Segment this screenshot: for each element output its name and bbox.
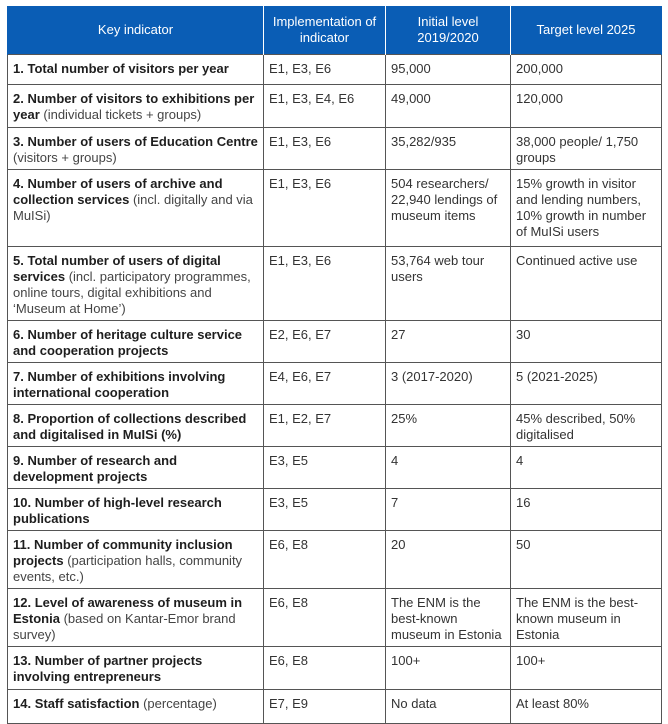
indicator-number: 8. bbox=[13, 411, 24, 426]
indicator-note: (participation halls, community events, etc.) bbox=[13, 553, 243, 584]
table-row bbox=[8, 128, 662, 170]
implementation-cell: E4, E6, E7 bbox=[264, 363, 386, 405]
table-row bbox=[8, 405, 662, 447]
indicator-cell bbox=[8, 128, 264, 170]
indicator-title: Number of research and development projects bbox=[13, 453, 178, 484]
table-row bbox=[8, 690, 662, 724]
indicator-number: 2. bbox=[13, 91, 24, 106]
indicator-number: 14. bbox=[13, 696, 32, 711]
initial-level-cell: 53,764 web tour users bbox=[386, 247, 511, 321]
implementation-cell: E1, E3, E6 bbox=[264, 247, 386, 321]
implementation-cell: E1, E2, E7 bbox=[264, 405, 386, 447]
indicator-note: (individual tickets + groups) bbox=[43, 107, 202, 122]
indicator-note: (incl. digitally and via MuISi) bbox=[13, 192, 253, 223]
indicator-number: 9. bbox=[13, 453, 24, 468]
table-row bbox=[8, 531, 662, 589]
table-body bbox=[8, 55, 662, 724]
initial-level-cell: 504 researchers/ 22,940 lendings of museum items bbox=[386, 170, 511, 247]
indicator-cell bbox=[8, 531, 264, 589]
table-row bbox=[8, 589, 662, 647]
indicator-title: Number of exhibitions involving international cooperation bbox=[13, 369, 226, 400]
indicator-number: 7. bbox=[13, 369, 24, 384]
initial-level-cell: 3 (2017-2020) bbox=[386, 363, 511, 405]
indicator-number: 1. bbox=[13, 61, 24, 76]
indicator-title: Total number of visitors per year bbox=[27, 61, 229, 76]
target-level-cell: 5 (2021-2025) bbox=[511, 363, 662, 405]
table-row bbox=[8, 447, 662, 489]
indicator-title: Staff satisfaction bbox=[34, 696, 140, 711]
target-level-cell: 100+ bbox=[511, 647, 662, 690]
indicator-note: (based on Kantar-Emor brand survey) bbox=[13, 611, 236, 642]
indicator-cell bbox=[8, 589, 264, 647]
implementation-cell: E3, E5 bbox=[264, 489, 386, 531]
target-level-cell: 38,000 people/ 1,750 groups bbox=[511, 128, 662, 170]
initial-level-cell: No data bbox=[386, 690, 511, 724]
indicator-cell bbox=[8, 85, 264, 128]
indicator-cell bbox=[8, 321, 264, 363]
initial-level-cell: 100+ bbox=[386, 647, 511, 690]
indicator-number: 13. bbox=[13, 653, 32, 668]
indicator-title: Number of visitors to exhibitions per year bbox=[13, 91, 255, 122]
indicator-title: Number of users of Education Centre bbox=[27, 134, 258, 149]
indicator-number: 5. bbox=[13, 253, 24, 268]
header-initial-level: Initial level 2019/2020 bbox=[386, 6, 511, 55]
target-level-cell: 30 bbox=[511, 321, 662, 363]
indicator-cell bbox=[8, 55, 264, 85]
target-level-cell: 200,000 bbox=[511, 55, 662, 85]
header-target-level: Target level 2025 bbox=[511, 6, 662, 55]
target-level-cell: The ENM is the best-known museum in Estonia bbox=[511, 589, 662, 647]
indicator-cell bbox=[8, 363, 264, 405]
indicator-number: 3. bbox=[13, 134, 24, 149]
table-row bbox=[8, 363, 662, 405]
target-level-cell: 45% described, 50% digitalised bbox=[511, 405, 662, 447]
target-level-cell: 15% growth in visitor and lending numbers, 10% growth in number of MuISi users bbox=[511, 170, 662, 247]
initial-level-cell: 25% bbox=[386, 405, 511, 447]
target-level-cell: At least 80% bbox=[511, 690, 662, 724]
table-row bbox=[8, 55, 662, 85]
indicator-number: 12. bbox=[13, 595, 32, 610]
implementation-cell: E7, E9 bbox=[264, 690, 386, 724]
indicator-cell bbox=[8, 405, 264, 447]
indicator-title: Number of heritage culture service and cooperation projects bbox=[13, 327, 243, 358]
indicator-cell bbox=[8, 647, 264, 690]
indicator-cell bbox=[8, 489, 264, 531]
indicator-title: Number of users of archive and collection services bbox=[13, 176, 223, 207]
indicator-cell bbox=[8, 447, 264, 489]
implementation-cell: E2, E6, E7 bbox=[264, 321, 386, 363]
header-key-indicator: Key indicator bbox=[8, 6, 264, 55]
table-row bbox=[8, 85, 662, 128]
key-indicators-table bbox=[7, 6, 662, 724]
initial-level-cell: The ENM is the best-known museum in Estonia bbox=[386, 589, 511, 647]
table-row bbox=[8, 321, 662, 363]
indicator-cell bbox=[8, 170, 264, 247]
implementation-cell: E6, E8 bbox=[264, 531, 386, 589]
initial-level-cell: 7 bbox=[386, 489, 511, 531]
header-implementation: Implementation of indicator bbox=[264, 6, 386, 55]
target-level-cell: 16 bbox=[511, 489, 662, 531]
target-level-cell: 120,000 bbox=[511, 85, 662, 128]
indicator-number: 6. bbox=[13, 327, 24, 342]
initial-level-cell: 35,282/935 bbox=[386, 128, 511, 170]
indicator-note: (percentage) bbox=[143, 696, 217, 711]
implementation-cell: E3, E5 bbox=[264, 447, 386, 489]
implementation-cell: E6, E8 bbox=[264, 589, 386, 647]
table-row bbox=[8, 489, 662, 531]
indicator-number: 11. bbox=[13, 537, 31, 552]
implementation-cell: E1, E3, E6 bbox=[264, 170, 386, 247]
indicator-title: Total number of users of digital services bbox=[13, 253, 221, 284]
initial-level-cell: 49,000 bbox=[386, 85, 511, 128]
table-row bbox=[8, 647, 662, 690]
target-level-cell: 50 bbox=[511, 531, 662, 589]
initial-level-cell: 27 bbox=[386, 321, 511, 363]
indicator-cell bbox=[8, 690, 264, 724]
target-level-cell: 4 bbox=[511, 447, 662, 489]
implementation-cell: E1, E3, E4, E6 bbox=[264, 85, 386, 128]
indicator-note: (incl. participatory programmes, online tours, digital exhibitions and ‘Museum at Home’) bbox=[13, 269, 251, 316]
indicator-note: (visitors + groups) bbox=[13, 150, 117, 165]
implementation-cell: E1, E3, E6 bbox=[264, 128, 386, 170]
initial-level-cell: 20 bbox=[386, 531, 511, 589]
indicator-number: 4. bbox=[13, 176, 24, 191]
target-level-cell: Continued active use bbox=[511, 247, 662, 321]
table-header bbox=[8, 6, 662, 55]
indicator-title: Number of community inclusion projects bbox=[13, 537, 233, 568]
indicator-title: Number of partner projects involving entrepreneurs bbox=[13, 653, 203, 684]
indicator-title: Level of awareness of museum in Estonia bbox=[13, 595, 243, 626]
initial-level-cell: 95,000 bbox=[386, 55, 511, 85]
table-row bbox=[8, 247, 662, 321]
indicator-title: Number of high-level research publications bbox=[13, 495, 222, 526]
implementation-cell: E6, E8 bbox=[264, 647, 386, 690]
indicator-number: 10. bbox=[13, 495, 32, 510]
implementation-cell: E1, E3, E6 bbox=[264, 55, 386, 85]
indicator-title: Proportion of collections described and digitalised in MuISi (%) bbox=[13, 411, 247, 442]
initial-level-cell: 4 bbox=[386, 447, 511, 489]
table-row bbox=[8, 170, 662, 247]
indicator-cell bbox=[8, 247, 264, 321]
